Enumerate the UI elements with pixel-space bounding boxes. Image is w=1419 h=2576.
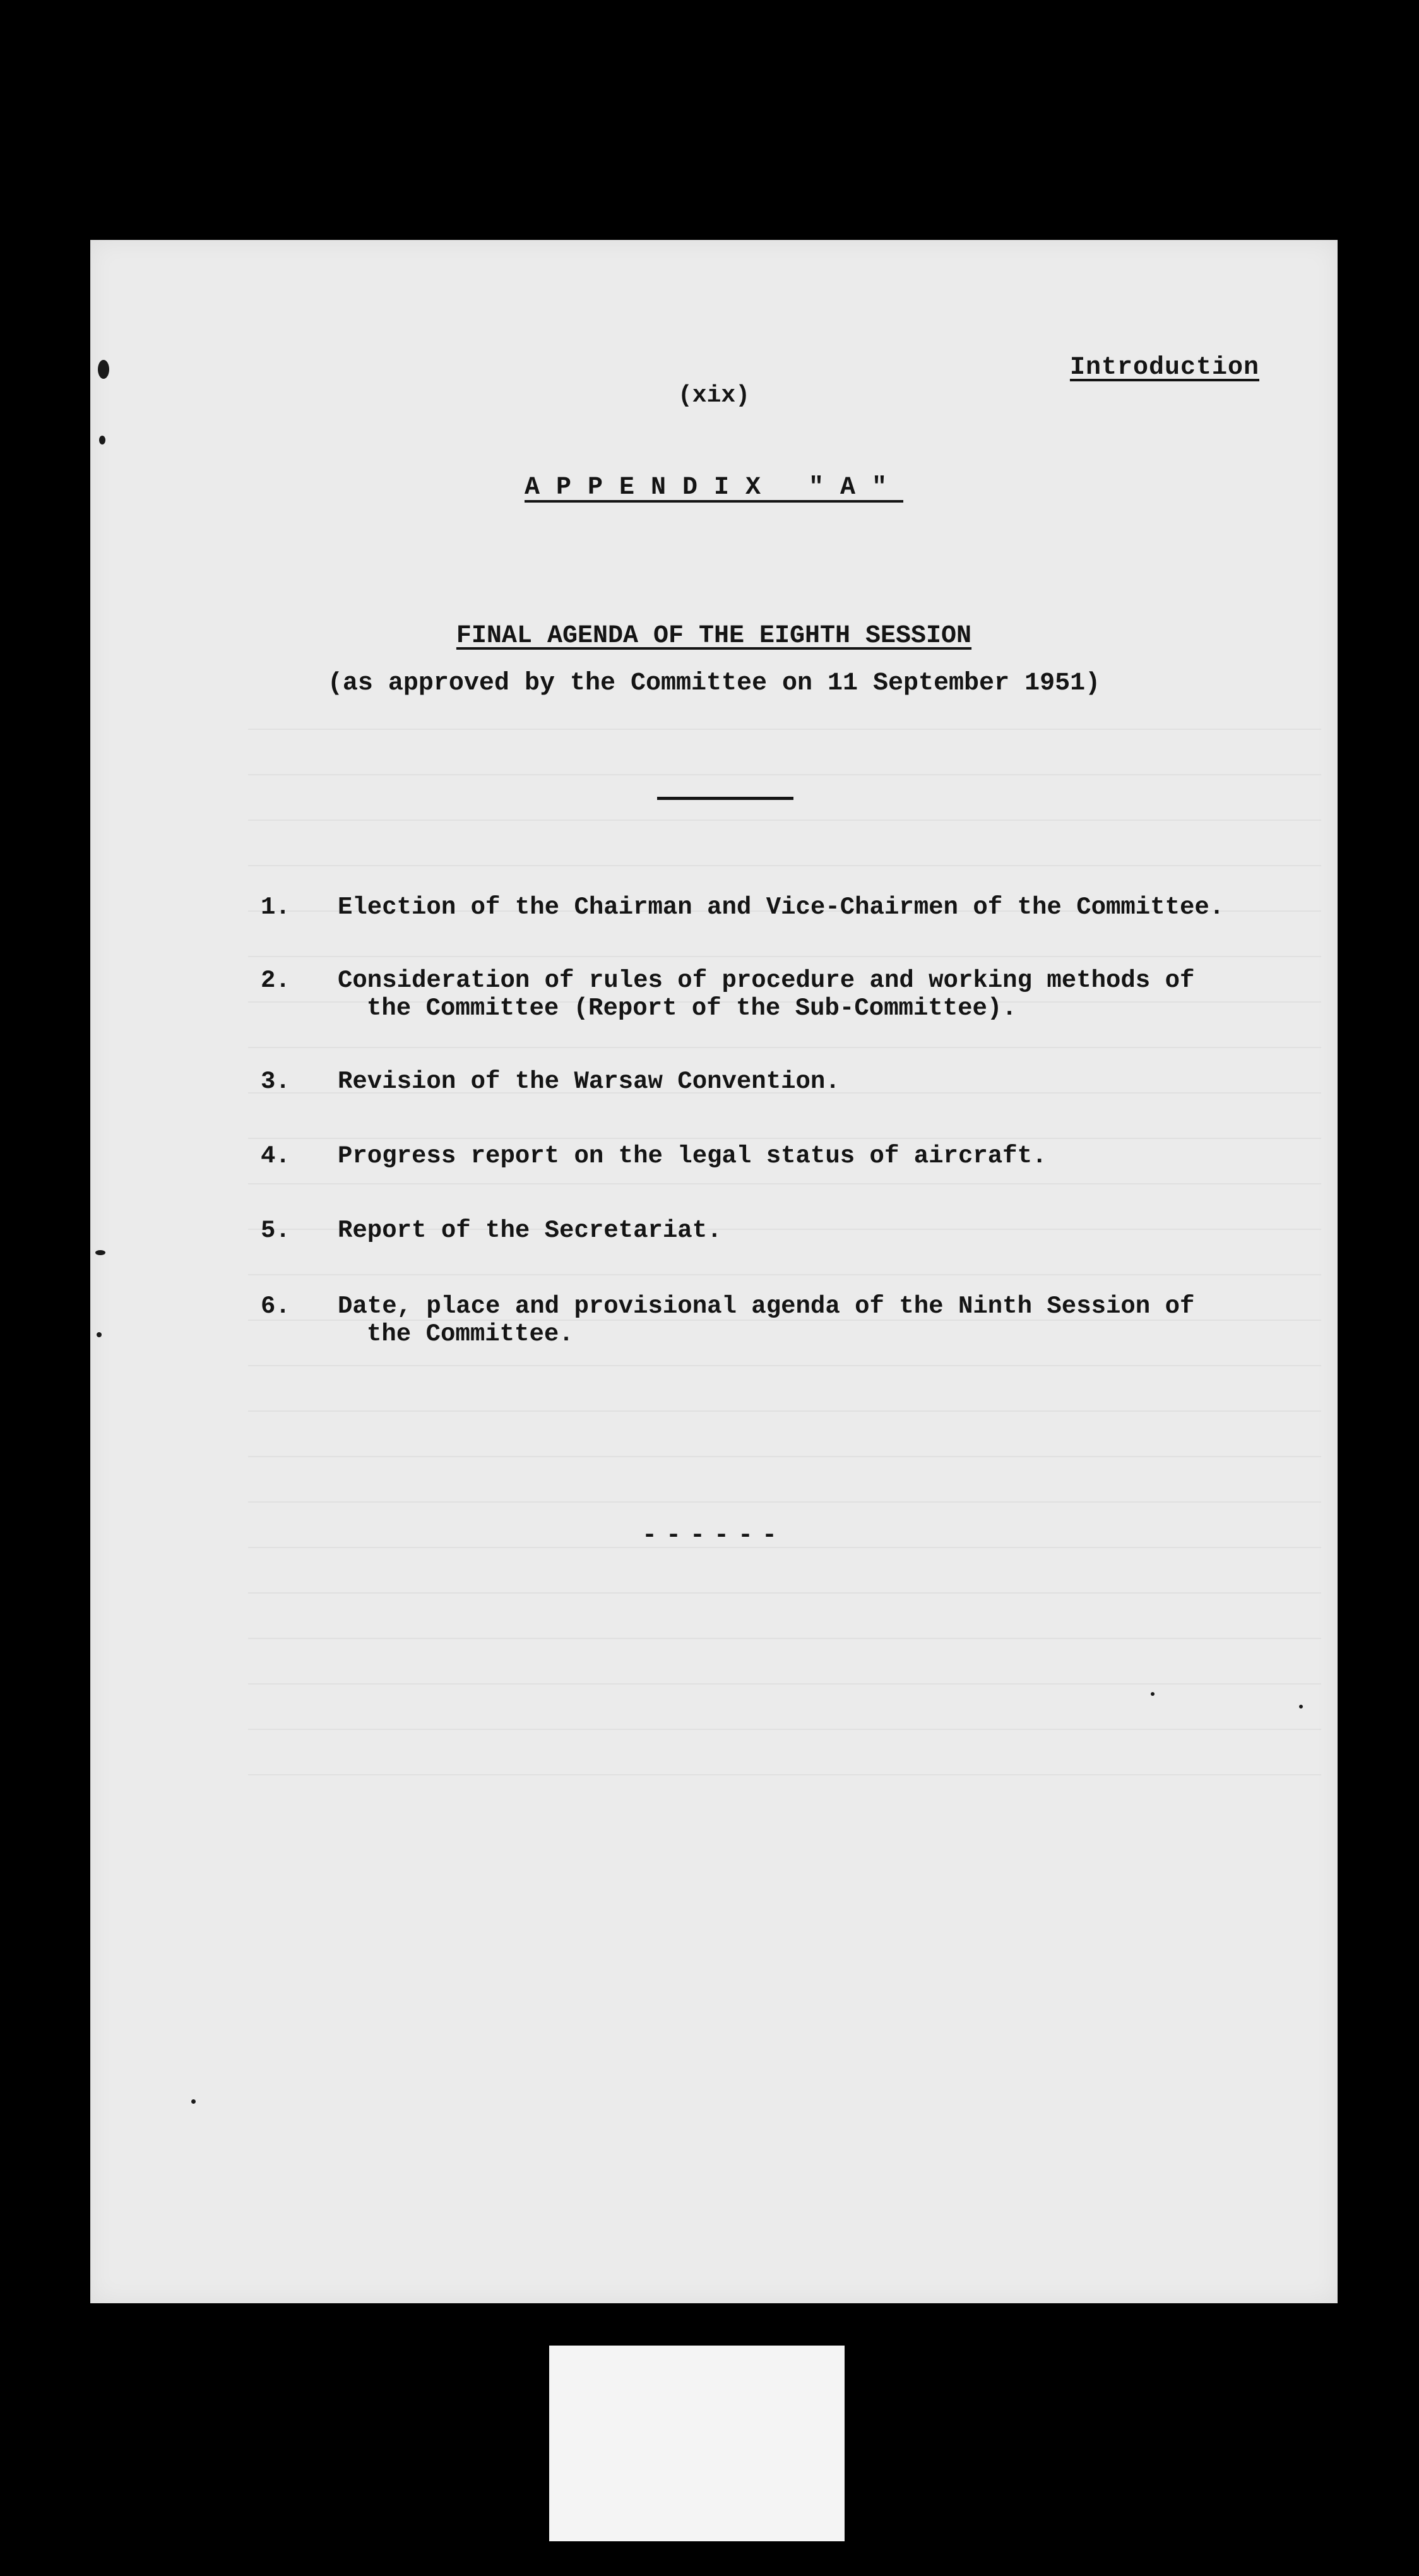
agenda-item-text: Date, place and provisional agenda of the Ninth Session of the Committee. — [338, 1292, 1195, 1348]
scanner-background-top — [0, 0, 1419, 240]
agenda-title: FINAL AGENDA OF THE EIGHTH SESSION — [456, 622, 972, 650]
agenda-item — [261, 1142, 1271, 1170]
agenda-item-text: Election of the Chairman and Vice-Chairmen of the Committee. — [338, 893, 1225, 921]
document-page — [90, 240, 1338, 2303]
agenda-item-text: Revision of the Warsaw Convention. — [338, 1068, 840, 1095]
appendix-title: APPENDIX "A" — [524, 474, 904, 502]
scan-speck — [191, 2099, 196, 2104]
scan-speck — [97, 1332, 102, 1337]
agenda-item-number: 6. — [261, 1292, 290, 1320]
agenda-item-number: 2. — [261, 967, 290, 994]
end-marker: ------ — [641, 1522, 787, 1550]
agenda-list — [261, 893, 1271, 1348]
agenda-item-text: Report of the Secretariat. — [338, 1217, 722, 1244]
scan-speck — [99, 436, 105, 444]
agenda-item-number: 4. — [261, 1142, 290, 1170]
scan-speck — [1151, 1692, 1155, 1696]
scan-speck — [95, 1250, 105, 1255]
agenda-item — [261, 1068, 1271, 1095]
page-number: (xix) — [677, 382, 751, 409]
scan-speck — [98, 360, 109, 379]
blank-card — [549, 2346, 845, 2541]
title-divider — [657, 797, 793, 800]
agenda-item — [261, 1217, 1271, 1244]
agenda-subtitle: (as approved by the Committee on 11 September 1951) — [327, 669, 1101, 698]
section-header: Introduction — [1069, 354, 1259, 382]
agenda-item-number: 1. — [261, 893, 290, 921]
agenda-item-text: Consideration of rules of procedure and working methods of the Committee (Report of the Sub-Committee). — [338, 967, 1195, 1022]
agenda-item-text: Progress report on the legal status of aircraft. — [338, 1142, 1047, 1170]
agenda-item-number: 3. — [261, 1068, 290, 1095]
agenda-item — [261, 967, 1271, 1022]
agenda-item — [261, 1292, 1271, 1348]
agenda-item — [261, 893, 1271, 921]
scan-speck — [1299, 1705, 1303, 1708]
agenda-item-number: 5. — [261, 1217, 290, 1244]
